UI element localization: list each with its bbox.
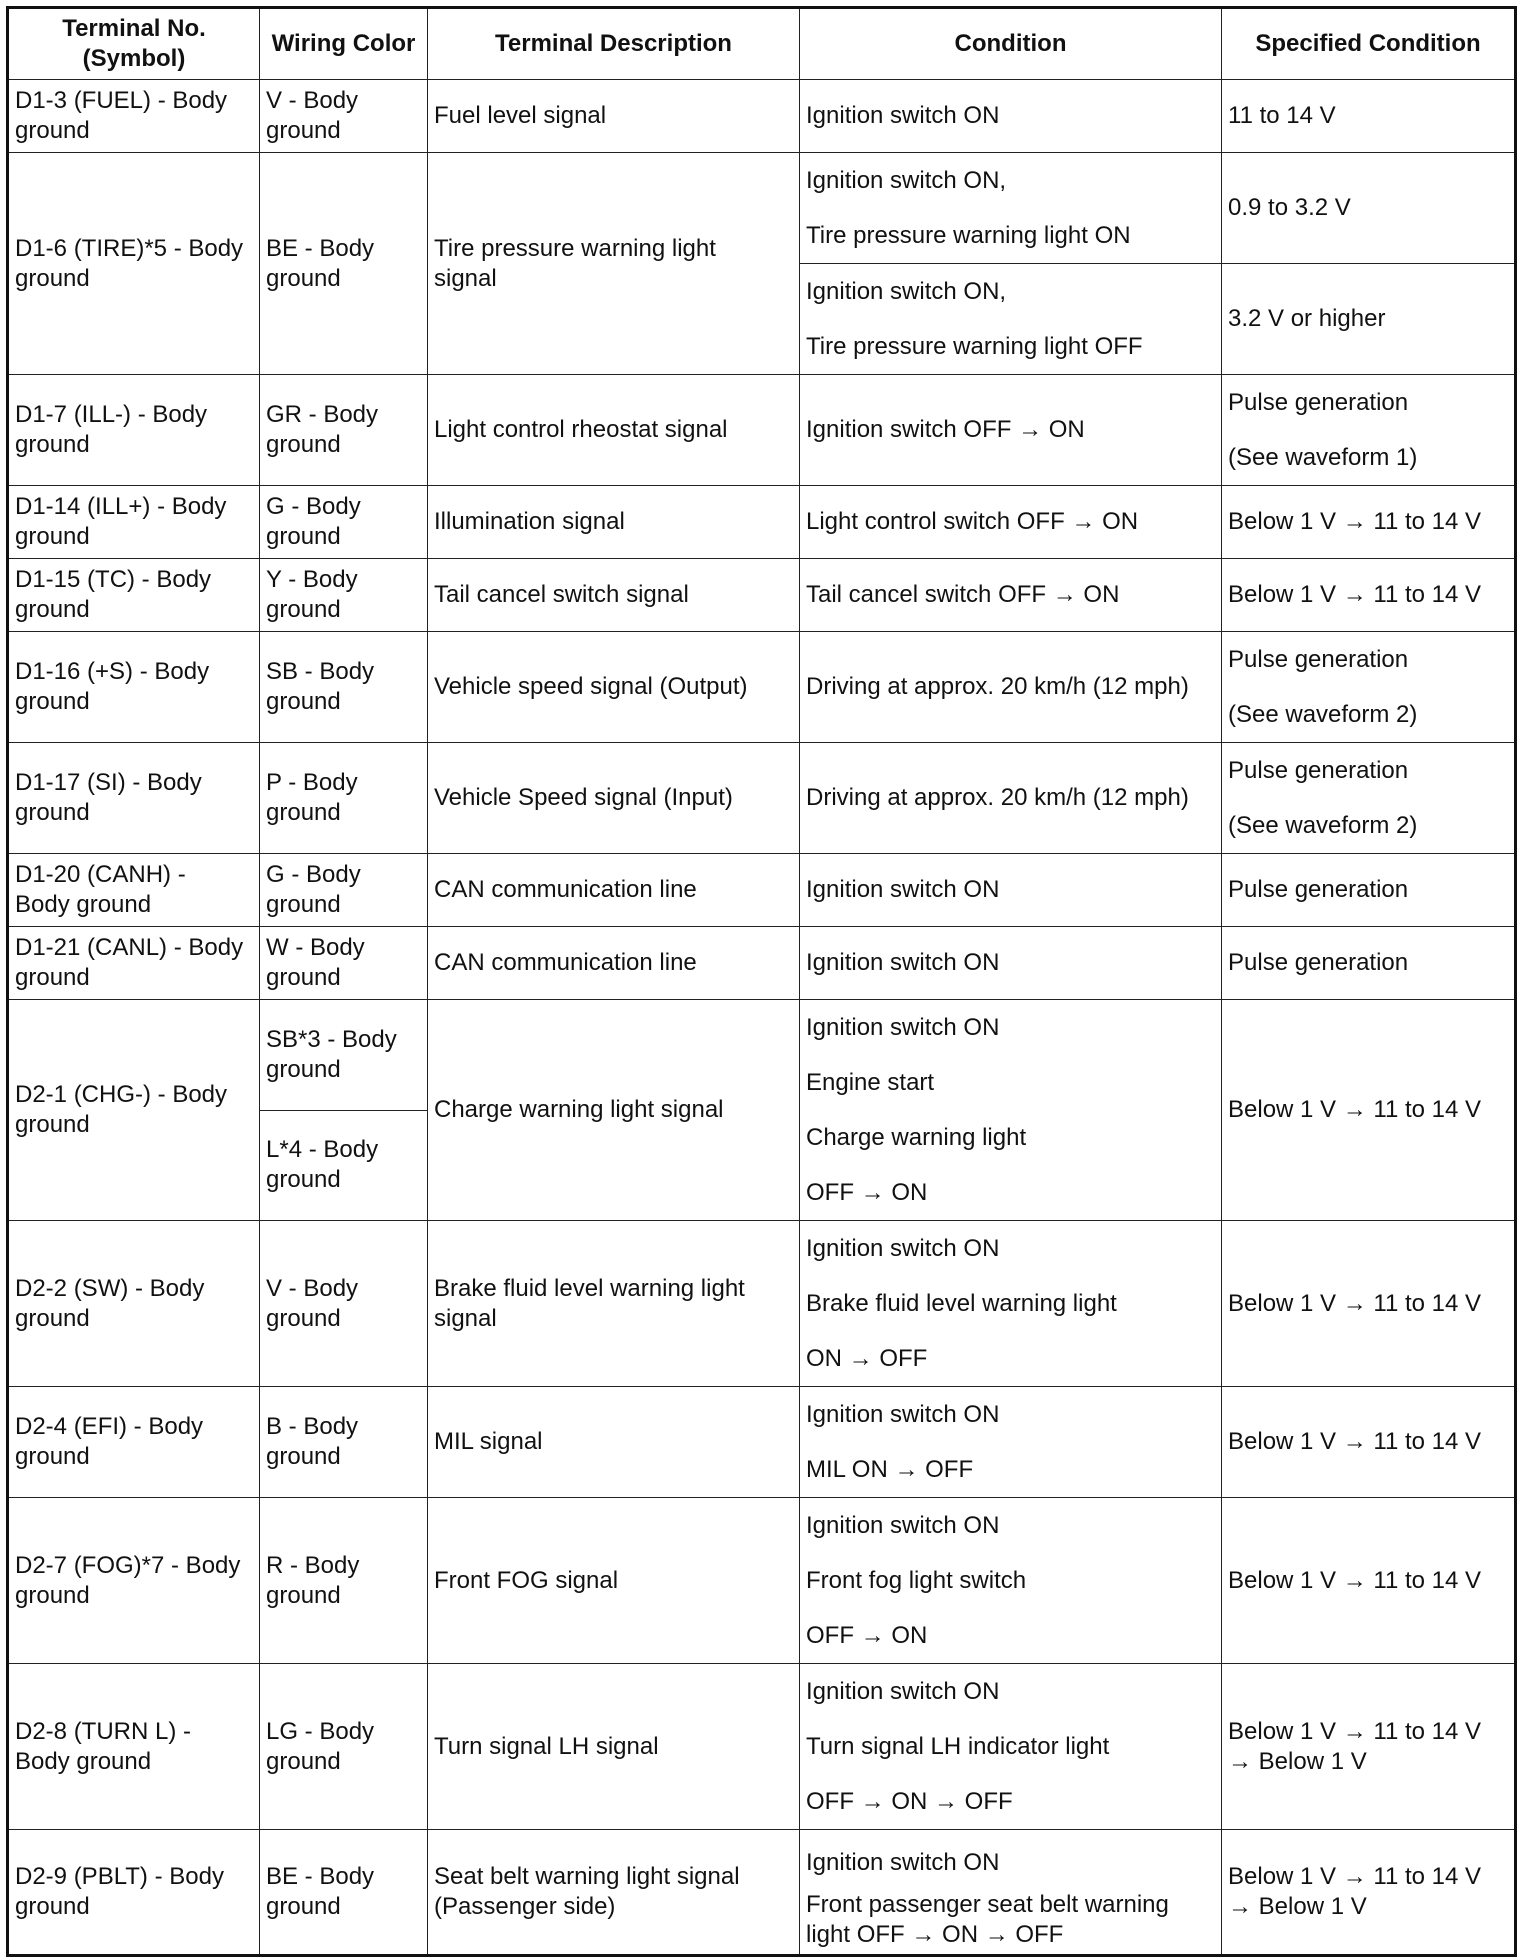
cell-text: OFF → ON (806, 1179, 928, 1206)
cell-text: LG - Body (266, 1717, 375, 1745)
cell-text: D1-14 (ILL+) - Body (15, 493, 227, 520)
cell-text: Ignition switch ON (806, 1014, 1000, 1041)
cell-text: Ignition switch ON (806, 102, 1000, 129)
header-text: Condition (954, 30, 1067, 57)
header-text: Specified Condition (1255, 30, 1481, 57)
description-cell (428, 927, 800, 1000)
cell-text: (See waveform 2) (1228, 812, 1418, 839)
cell-text: Light control rheostat signal (434, 416, 728, 443)
cell-text: Ignition switch ON (806, 1678, 1000, 1705)
cell-text: Ignition switch ON (806, 1512, 1000, 1539)
terminal-cell (8, 1000, 260, 1221)
cell-text: Pulse generation (1228, 646, 1409, 673)
cell-text: Ignition switch OFF → ON (806, 416, 1085, 443)
description-cell (428, 486, 800, 559)
cell-text: ground (15, 117, 90, 144)
specified-cell (1222, 927, 1516, 1000)
terminal-cell (8, 1387, 260, 1498)
cell-text: Vehicle speed signal (Output) (434, 673, 748, 700)
cell-text: ground (266, 1304, 341, 1332)
cell-text: OFF → ON → OFF (806, 1788, 1013, 1815)
cell-text: V - Body (266, 87, 359, 114)
table-row (8, 1498, 1516, 1664)
cell-text: Below 1 V → 11 to 14 V (1228, 581, 1482, 608)
cell-text: Below 1 V → 11 to 14 V (1228, 508, 1482, 535)
cell-text: Driving at approx. 20 km/h (12 mph) (806, 673, 1189, 700)
description-cell (428, 1000, 800, 1221)
cell-text: Seat belt warning light signal (434, 1863, 740, 1890)
cell-text: D1-17 (SI) - Body (15, 769, 202, 796)
cell-text: CAN communication line (434, 876, 697, 903)
cell-text: L*4 - Body (266, 1136, 379, 1164)
wiring-cell (260, 1830, 428, 1956)
cell-text: D2-8 (TURN L) - (15, 1717, 192, 1745)
table-row (8, 632, 1516, 743)
cell-text: Pulse generation (1228, 757, 1409, 784)
condition-cell (800, 854, 1222, 927)
cell-text: Fuel level signal (434, 102, 607, 129)
condition-cell (800, 264, 1222, 375)
condition-cell (800, 1664, 1222, 1830)
cell-text: Below 1 V → 11 to 14 V (1228, 1289, 1482, 1317)
cell-text: Tail cancel switch OFF → ON (806, 581, 1120, 608)
cell-text: ground (266, 1166, 341, 1194)
description-cell (428, 1221, 800, 1387)
header-condition (800, 8, 1222, 80)
wiring-cell (260, 1387, 428, 1498)
cell-text: D2-4 (EFI) - Body (15, 1413, 204, 1440)
table-row (8, 1221, 1516, 1387)
terminal-cell (8, 80, 260, 153)
cell-text: Charge warning light (806, 1124, 1027, 1151)
cell-text: ground (15, 1111, 90, 1138)
wiring-cell (260, 743, 428, 854)
condition-cell (800, 1221, 1222, 1387)
cell-text: Pulse generation (1228, 876, 1409, 903)
description-cell (428, 80, 800, 153)
cell-text: (See waveform 1) (1228, 444, 1418, 471)
cell-text: Ignition switch ON (806, 949, 1000, 976)
condition-cell (800, 375, 1222, 486)
cell-text: CAN communication line (434, 949, 697, 976)
table-row (8, 559, 1516, 632)
cell-text: ground (266, 1893, 341, 1920)
terminal-cell (8, 375, 260, 486)
wiring-cell (260, 1498, 428, 1664)
terminal-table (6, 6, 1517, 1957)
specified-cell (1222, 743, 1516, 854)
condition-cell (800, 632, 1222, 743)
cell-text: 0.9 to 3.2 V (1228, 194, 1351, 221)
condition-cell (800, 153, 1222, 264)
description-cell (428, 854, 800, 927)
cell-text: ground (266, 964, 341, 991)
wiring-cell (260, 1664, 428, 1830)
terminal-cell (8, 632, 260, 743)
condition-cell (800, 1830, 1222, 1956)
table-row (8, 854, 1516, 927)
header-row (8, 8, 1516, 80)
cell-text: Pulse generation (1228, 949, 1409, 976)
description-cell (428, 1830, 800, 1956)
description-cell (428, 1498, 800, 1664)
specified-cell (1222, 1664, 1516, 1830)
cell-text: P - Body (266, 769, 358, 796)
terminal-cell (8, 854, 260, 927)
cell-text: ground (15, 964, 90, 991)
cell-text: 3.2 V or higher (1228, 305, 1386, 332)
specified-cell (1222, 80, 1516, 153)
table-row (8, 375, 1516, 486)
specified-cell (1222, 264, 1516, 375)
cell-text: Below 1 V → 11 to 14 V (1228, 1717, 1482, 1745)
condition-cell (800, 559, 1222, 632)
cell-text: SB - Body (266, 658, 375, 685)
cell-text: ground (266, 688, 341, 715)
cell-text: D1-21 (CANL) - Body (15, 934, 244, 961)
cell-text: D2-9 (PBLT) - Body (15, 1863, 224, 1890)
specified-cell (1222, 1221, 1516, 1387)
specified-cell (1222, 854, 1516, 927)
cell-text: Brake fluid level warning light (434, 1274, 745, 1302)
terminal-cell (8, 486, 260, 559)
header-text: Terminal No. (62, 15, 206, 42)
cell-text: D1-6 (TIRE)*5 - Body (15, 234, 244, 262)
cell-text: Below 1 V → 11 to 14 V (1228, 1096, 1482, 1123)
cell-text: Tire pressure warning light ON (806, 222, 1131, 249)
cell-text: ground (266, 523, 341, 550)
cell-text: signal (434, 1304, 497, 1332)
cell-text: B - Body (266, 1413, 359, 1440)
cell-text: D1-16 (+S) - Body (15, 658, 210, 685)
terminal-cell (8, 153, 260, 375)
condition-cell (800, 743, 1222, 854)
cell-text: ground (266, 799, 341, 826)
cell-text: D2-7 (FOG)*7 - Body (15, 1551, 241, 1579)
condition-cell (800, 1387, 1222, 1498)
cell-text: Ignition switch ON, (806, 167, 1007, 194)
cell-text: ground (266, 1747, 341, 1775)
specified-cell (1222, 632, 1516, 743)
cell-text: Ignition switch ON (806, 1848, 1000, 1876)
wiring-cell (260, 1000, 428, 1111)
header-text: Wiring Color (271, 30, 416, 57)
cell-text: ground (15, 596, 90, 623)
description-cell (428, 1664, 800, 1830)
header-wiring (260, 8, 428, 80)
condition-cell (800, 486, 1222, 559)
condition-cell (800, 80, 1222, 153)
condition-cell (800, 1498, 1222, 1664)
cell-text: signal (434, 264, 497, 292)
cell-text: Turn signal LH signal (434, 1732, 659, 1760)
cell-text: G - Body (266, 861, 361, 888)
cell-text: ground (266, 891, 341, 918)
cell-text: Pulse generation (1228, 389, 1409, 416)
condition-cell (800, 1000, 1222, 1221)
cell-text: W - Body (266, 934, 365, 961)
cell-text: ground (15, 1443, 90, 1470)
wiring-cell (260, 1221, 428, 1387)
specified-cell (1222, 1000, 1516, 1221)
table-row (8, 927, 1516, 1000)
wiring-cell (260, 632, 428, 743)
terminal-cell (8, 743, 260, 854)
cell-text: ground (266, 596, 341, 623)
cell-text: MIL ON → OFF (806, 1456, 974, 1483)
cell-text: Driving at approx. 20 km/h (12 mph) (806, 784, 1189, 811)
cell-text: ground (266, 117, 341, 144)
cell-text: Charge warning light signal (434, 1096, 724, 1123)
cell-text: ground (266, 1443, 341, 1470)
wiring-cell (260, 153, 428, 375)
cell-text: Tire pressure warning light (434, 234, 716, 262)
table-row (8, 1000, 1516, 1111)
specified-cell (1222, 1498, 1516, 1664)
wiring-cell (260, 80, 428, 153)
cell-text: Tire pressure warning light OFF (806, 333, 1143, 360)
cell-text: V - Body (266, 1274, 359, 1302)
description-cell (428, 559, 800, 632)
cell-text: GR - Body (266, 401, 379, 428)
cell-text: ground (15, 1581, 90, 1609)
cell-text: Front FOG signal (434, 1566, 619, 1594)
cell-text: ground (266, 431, 341, 458)
cell-text: Ignition switch ON (806, 1401, 1000, 1428)
table-row (8, 1387, 1516, 1498)
description-cell (428, 632, 800, 743)
cell-text: ground (266, 264, 341, 292)
description-cell (428, 743, 800, 854)
cell-text: ground (15, 799, 90, 826)
terminal-cell (8, 1830, 260, 1956)
cell-text: ground (15, 523, 90, 550)
cell-text: → Below 1 V (1228, 1893, 1367, 1920)
header-terminal (8, 8, 260, 80)
cell-text: Tail cancel switch signal (434, 581, 689, 608)
cell-text: Engine start (806, 1069, 935, 1096)
terminal-cell (8, 1221, 260, 1387)
cell-text: ground (15, 688, 90, 715)
cell-text: ground (266, 1581, 341, 1609)
cell-text: ground (15, 264, 90, 292)
cell-text: → Below 1 V (1228, 1747, 1367, 1775)
cell-text: 11 to 14 V (1228, 102, 1336, 129)
description-cell (428, 1387, 800, 1498)
terminal-cell (8, 1664, 260, 1830)
cell-text: (See waveform 2) (1228, 701, 1418, 728)
cell-text: OFF → ON (806, 1622, 928, 1649)
header-description (428, 8, 800, 80)
cell-text: Front passenger seat belt warning (806, 1890, 1169, 1918)
terminal-cell (8, 927, 260, 1000)
specified-cell (1222, 153, 1516, 264)
cell-text: G - Body (266, 493, 361, 520)
condition-cell (800, 927, 1222, 1000)
header-text: Terminal Description (495, 30, 732, 57)
terminal-cell (8, 559, 260, 632)
wiring-cell (260, 559, 428, 632)
cell-text: ON → OFF (806, 1345, 928, 1372)
description-cell (428, 153, 800, 375)
specified-cell (1222, 1830, 1516, 1956)
cell-text: Ignition switch ON (806, 1235, 1000, 1262)
table-row (8, 80, 1516, 153)
cell-text: BE - Body (266, 234, 375, 262)
wiring-cell (260, 927, 428, 1000)
specified-cell (1222, 486, 1516, 559)
cell-text: MIL signal (434, 1428, 543, 1455)
cell-text: BE - Body (266, 1863, 375, 1890)
cell-text: Illumination signal (434, 508, 625, 535)
cell-text: ground (266, 1055, 341, 1083)
table-row (8, 1664, 1516, 1830)
cell-text: Ignition switch ON (806, 876, 1000, 903)
specified-cell (1222, 1387, 1516, 1498)
specified-cell (1222, 375, 1516, 486)
cell-text: Turn signal LH indicator light (806, 1733, 1110, 1760)
description-cell (428, 375, 800, 486)
table-row (8, 486, 1516, 559)
specified-cell (1222, 559, 1516, 632)
cell-text: Front fog light switch (806, 1567, 1027, 1594)
cell-text: D1-7 (ILL-) - Body (15, 401, 208, 428)
cell-text: D1-20 (CANH) - (15, 861, 186, 888)
cell-text: Below 1 V → 11 to 14 V (1228, 1428, 1482, 1455)
cell-text: D2-2 (SW) - Body (15, 1274, 205, 1302)
cell-text: R - Body (266, 1551, 360, 1579)
terminal-cell (8, 1498, 260, 1664)
cell-text: Below 1 V → 11 to 14 V (1228, 1566, 1482, 1594)
cell-text: Y - Body (266, 566, 358, 593)
table-row (8, 743, 1516, 854)
wiring-cell (260, 486, 428, 559)
cell-text: D2-1 (CHG-) - Body (15, 1081, 228, 1108)
cell-text: ground (15, 431, 90, 458)
wiring-cell (260, 854, 428, 927)
header-specified (1222, 8, 1516, 80)
cell-text: Below 1 V → 11 to 14 V (1228, 1863, 1482, 1890)
cell-text: light OFF → ON → OFF (806, 1920, 1064, 1948)
header-text: (Symbol) (82, 45, 186, 72)
cell-text: Ignition switch ON, (806, 278, 1007, 305)
wiring-cell (260, 1110, 428, 1221)
cell-text: SB*3 - Body (266, 1025, 397, 1053)
cell-text: Vehicle Speed signal (Input) (434, 784, 733, 811)
cell-text: Light control switch OFF → ON (806, 508, 1139, 535)
cell-text: Body ground (15, 1747, 152, 1775)
cell-text: ground (15, 1893, 90, 1920)
cell-text: D1-3 (FUEL) - Body (15, 87, 228, 114)
cell-text: Brake fluid level warning light (806, 1290, 1117, 1317)
table-row (8, 1830, 1516, 1956)
cell-text: Body ground (15, 891, 152, 918)
cell-text: D1-15 (TC) - Body (15, 566, 212, 593)
table-row (8, 153, 1516, 264)
wiring-cell (260, 375, 428, 486)
cell-text: (Passenger side) (434, 1893, 616, 1920)
cell-text: ground (15, 1304, 90, 1332)
